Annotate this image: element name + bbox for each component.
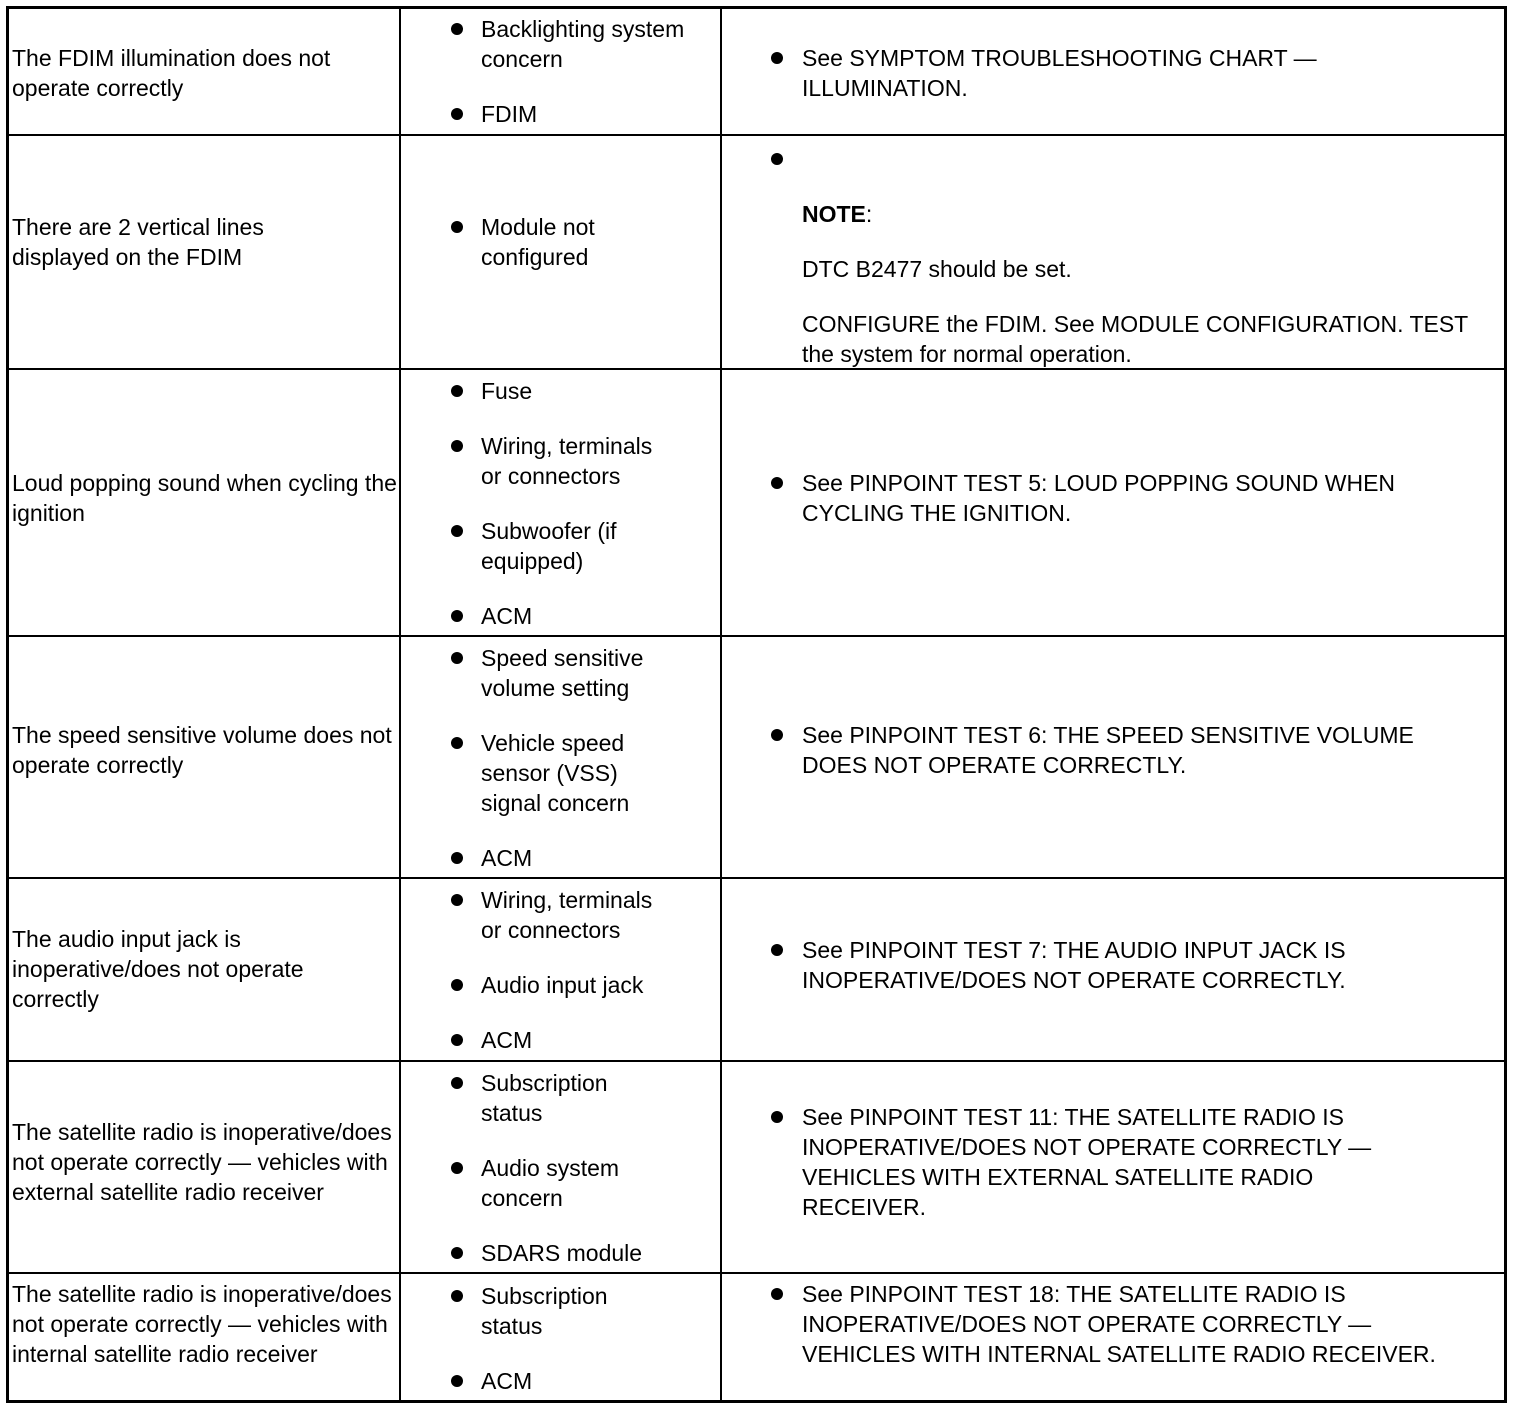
symptom-cell — [9, 370, 401, 635]
action-item: See PINPOINT TEST 6: THE SPEED SENSITIVE VOLUME DOES NOT OPERATE CORRECTLY. — [722, 720, 1504, 780]
table-row — [9, 370, 1504, 637]
bullet-icon — [451, 440, 463, 452]
action-cell — [722, 9, 1504, 134]
table-row — [9, 136, 1504, 370]
action-cell — [722, 637, 1504, 877]
symptom-cell — [9, 637, 401, 877]
symptom-cell — [9, 136, 401, 368]
symptom-text: The satellite radio is inoperative/does not operate correctly — vehicles with external satellite radio receiver — [12, 1119, 392, 1205]
cause-item: Vehicle speed sensor (VSS) signal concern — [401, 728, 701, 818]
cause-item: Fuse — [401, 376, 701, 406]
symptom-chart-table — [6, 6, 1507, 1403]
cause-item: ACM — [401, 1366, 701, 1396]
causes-cell — [401, 1062, 722, 1272]
bullet-icon — [451, 525, 463, 537]
bullet-icon — [451, 852, 463, 864]
causes-cell — [401, 9, 722, 134]
cause-item: Audio system concern — [401, 1153, 701, 1213]
table-row — [9, 9, 1504, 136]
cause-item: Backlighting system concern — [401, 14, 701, 74]
bullet-icon — [451, 1290, 463, 1302]
action-text: CONFIGURE the FDIM. See MODULE CONFIGURATION. TEST the system for normal operation. — [802, 311, 1468, 367]
action-cell — [722, 136, 1504, 368]
symptom-text: The satellite radio is inoperative/does not operate correctly — vehicles with internal satellite radio receiver — [12, 1281, 392, 1367]
symptom-text: The FDIM illumination does not operate correctly — [12, 44, 331, 101]
bullet-icon — [451, 610, 463, 622]
bullet-icon — [451, 1247, 463, 1259]
bullet-icon — [451, 1375, 463, 1387]
action-item: See PINPOINT TEST 7: THE AUDIO INPUT JACK IS INOPERATIVE/DOES NOT OPERATE CORRECTLY. — [722, 935, 1504, 995]
bullet-icon — [451, 1034, 463, 1046]
action-cell — [722, 1274, 1504, 1400]
bullet-icon — [451, 652, 463, 664]
action-item: See PINPOINT TEST 18: THE SATELLITE RADIO IS INOPERATIVE/DOES NOT OPERATE CORRECTLY — VEHICLES WITH INTERNAL SATELLITE RADIO RECEIVER. — [722, 1279, 1504, 1369]
table-row — [9, 879, 1504, 1062]
symptom-cell — [9, 1062, 401, 1272]
table-row — [9, 1274, 1504, 1400]
causes-cell — [401, 136, 722, 368]
cause-item: ACM — [401, 1025, 701, 1055]
bullet-icon — [771, 1111, 783, 1123]
cause-item: Subscription status — [401, 1281, 701, 1341]
cause-item: Wiring, terminals or connectors — [401, 885, 701, 945]
bullet-icon — [771, 52, 783, 64]
action-item: See PINPOINT TEST 5: LOUD POPPING SOUND WHEN CYCLING THE IGNITION. — [722, 468, 1504, 528]
symptom-text: There are 2 vertical lines displayed on the FDIM — [12, 214, 264, 270]
cause-item: Subscription status — [401, 1068, 701, 1128]
bullet-icon — [771, 1288, 783, 1300]
table-row — [9, 637, 1504, 879]
symptom-cell — [9, 879, 401, 1060]
symptom-cell — [9, 9, 401, 134]
cause-item: Subwoofer (if equipped) — [401, 516, 701, 576]
bullet-icon — [451, 737, 463, 749]
bullet-icon — [451, 221, 463, 233]
bullet-icon — [771, 729, 783, 741]
action-cell — [722, 370, 1504, 635]
causes-cell — [401, 879, 722, 1060]
table-row — [9, 1062, 1504, 1274]
note-text: DTC B2477 should be set. — [802, 256, 1072, 282]
cause-item: Speed sensitive volume setting — [401, 643, 701, 703]
cause-item: ACM — [401, 843, 701, 873]
bullet-icon — [451, 979, 463, 991]
action-item — [722, 144, 1504, 369]
causes-cell — [401, 637, 722, 877]
bullet-icon — [451, 23, 463, 35]
bullet-icon — [451, 894, 463, 906]
symptom-text: The audio input jack is inoperative/does not operate correctly — [12, 925, 304, 1012]
causes-cell — [401, 1274, 722, 1400]
symptom-text: Loud popping sound when cycling the ignition — [12, 469, 397, 526]
symptom-cell — [9, 1274, 401, 1400]
cause-item: ACM — [401, 601, 701, 631]
action-item: See SYMPTOM TROUBLESHOOTING CHART — ILLUMINATION. — [722, 43, 1504, 103]
cause-item: FDIM — [401, 99, 701, 129]
action-cell — [722, 879, 1504, 1060]
note-heading: NOTE: — [802, 201, 873, 227]
bullet-icon — [451, 108, 463, 120]
bullet-icon — [771, 153, 783, 165]
cause-item: Wiring, terminals or connectors — [401, 431, 701, 491]
bullet-icon — [451, 385, 463, 397]
cause-item: Audio input jack — [401, 970, 701, 1000]
action-cell — [722, 1062, 1504, 1272]
symptom-text: The speed sensitive volume does not operate correctly — [12, 721, 392, 778]
action-item: See PINPOINT TEST 11: THE SATELLITE RADIO IS INOPERATIVE/DOES NOT OPERATE CORRECTLY — VEHICLES WITH EXTERNAL SATELLITE RADIO RECEIVER. — [722, 1102, 1504, 1222]
bullet-icon — [451, 1077, 463, 1089]
bullet-icon — [451, 1162, 463, 1174]
cause-item: Module not configured — [401, 212, 701, 272]
bullet-icon — [771, 477, 783, 489]
bullet-icon — [771, 944, 783, 956]
causes-cell — [401, 370, 722, 635]
cause-item: SDARS module — [401, 1238, 701, 1268]
